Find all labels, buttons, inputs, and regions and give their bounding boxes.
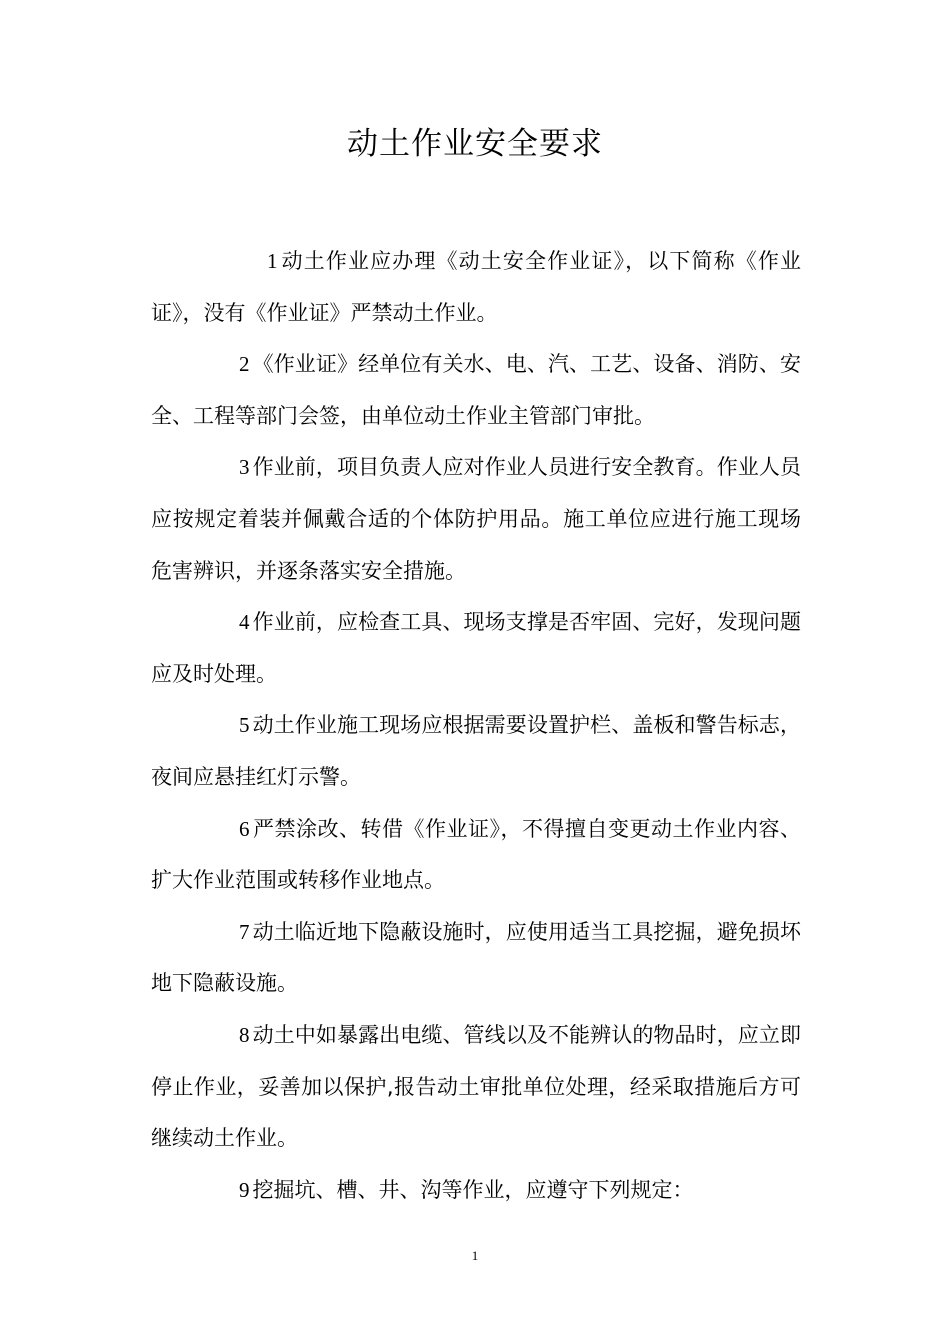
paragraph-number: 6 (239, 816, 250, 841)
document-title: 动土作业安全要求 (347, 126, 603, 162)
paragraph-8 (151, 1010, 801, 1165)
page-number: 1 (471, 1248, 479, 1263)
paragraph-5 (151, 700, 801, 803)
paragraph-6 (151, 804, 801, 907)
paragraph-text: 作业前，项目负责人应对作业人员进行安全教育。作业人员应按规定着装并佩戴合适的个体防护用品。施工单位应进行施工现场危害辨识，并逐条落实安全措施。 (151, 455, 801, 583)
paragraph-2 (151, 339, 801, 442)
paragraph-number: 4 (239, 610, 250, 635)
paragraph-9 (151, 1165, 801, 1217)
paragraph-text: 《作业证》经单位有关水、电、汽、工艺、设备、消防、安全、工程等部门会签，由单位动土作业主管部门审批。 (151, 352, 801, 428)
paragraph-text: 作业前，应检查工具、现场支撑是否牢固、完好，发现问题应及时处理。 (151, 610, 801, 686)
paragraph-4 (151, 597, 801, 700)
paragraph-text: 挖掘坑、槽、井、沟等作业，应遵守下列规定： (252, 1177, 694, 1202)
paragraph-number: 7 (239, 919, 250, 944)
paragraph-number: 1 (267, 249, 278, 273)
document-body (151, 236, 801, 1216)
paragraph-number: 2 (239, 352, 250, 377)
paragraph-number: 3 (239, 455, 250, 480)
paragraph-text: 动土作业应办理《动土安全作业证》，以下简称《作业证》，没有《作业证》严禁动土作业。 (151, 249, 801, 325)
paragraph-7 (151, 907, 801, 1010)
paragraph-text: 严禁涂改、转借《作业证》，不得擅自变更动土作业内容、扩大作业范围或转移作业地点。 (151, 816, 801, 893)
paragraph-number: 5 (239, 713, 250, 738)
paragraph-number: 9 (239, 1177, 250, 1202)
paragraph-1 (151, 236, 801, 339)
paragraph-text: 动土作业施工现场应根据需要设置护栏、盖板和警告标志，夜间应悬挂红灯示警。 (151, 713, 801, 789)
paragraph-3 (151, 442, 801, 597)
paragraph-text: 动土临近地下隐蔽设施时，应使用适当工具挖掘，避免损坏地下隐蔽设施。 (151, 919, 801, 996)
paragraph-number: 8 (239, 1022, 250, 1047)
paragraph-text: 动土中如暴露出电缆、管线以及不能辨认的物品时，应立即停止作业，妥善加以保护,报告动土审批单位处理，经采取措施后方可继续动土作业。 (151, 1022, 801, 1151)
